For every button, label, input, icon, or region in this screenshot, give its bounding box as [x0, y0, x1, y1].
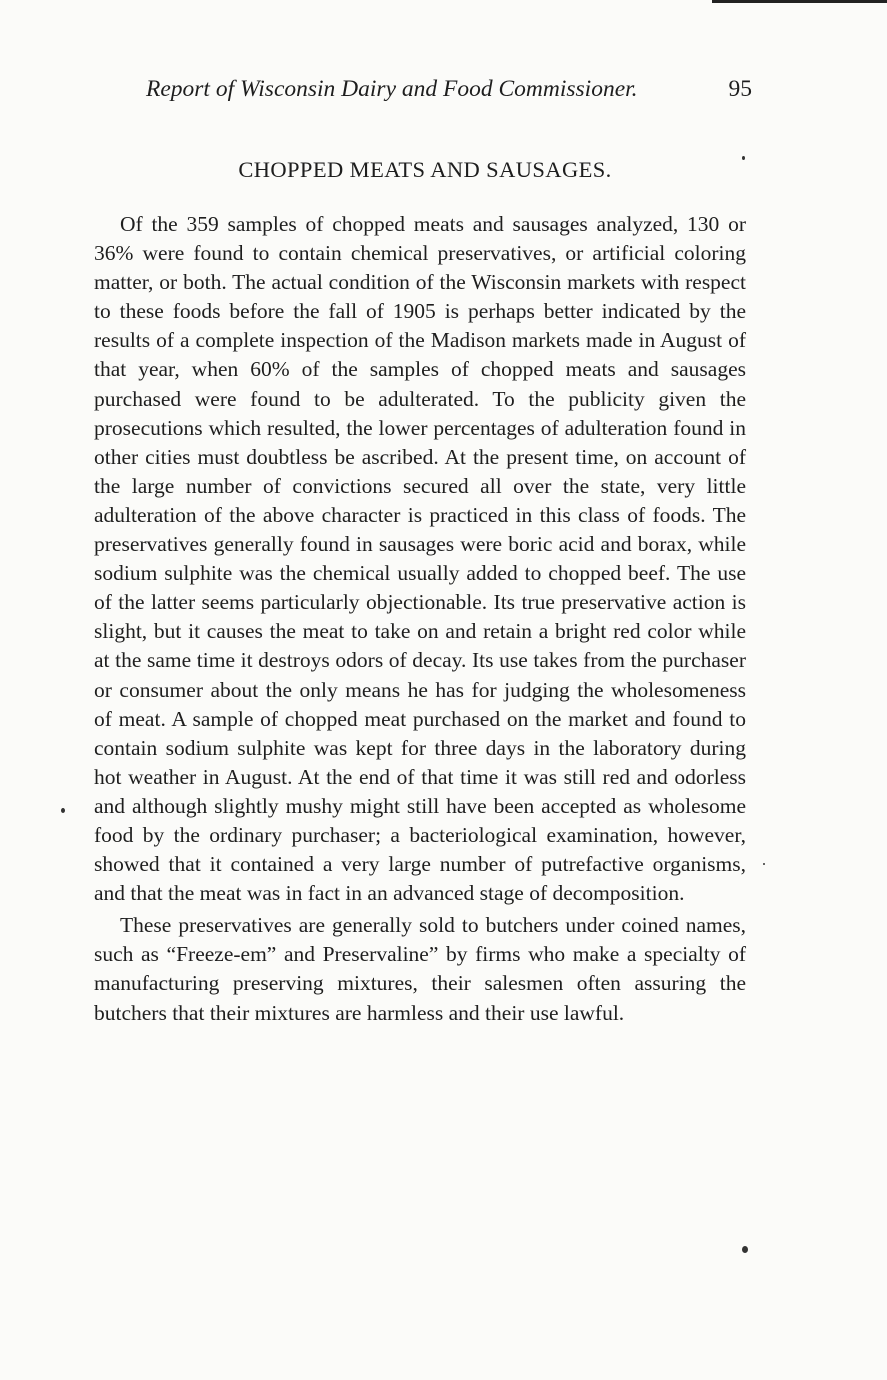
paragraph-2: These preservatives are generally sold to butchers under coined names, such as “Freeze-em” and Preservaline” by firms who make a specialty of manufacturing preserving mixtures, their salesmen often assuring the butchers that their mixtures are harmless and their use lawful.	[94, 913, 746, 1025]
ink-speck	[763, 863, 765, 865]
running-head	[146, 72, 752, 106]
scan-edge-rule	[712, 0, 887, 3]
ink-speck	[742, 1246, 748, 1253]
paragraph-1: Of the 359 samples of chopped meats and sausages analyzed, 130 or 36% were found to contain chemical preservatives, or artificial coloring matter, or both. The actual condition of the Wisconsin markets with respect to these foods before the fall of 1905 is perhaps better indicated by the results of a complete inspection of the Madison markets made in August of that year, when 60% of the samples of chopped meats and sausages purchased were found to be adulterated. To the publicity given the prosecutions which resulted, the lower percentages of adulteration found in other cities must doubtless be ascribed. At the present time, on account of the large number of convictions secured all over the state, very little adulteration of the above character is practiced in this class of foods. The preservatives generally found in sausages were boric acid and borax, while sodium sulphite was the chemical usually added to chopped beef. The use of the latter seems particularly objectionable. Its true preservative action is slight, but it causes the meat to take on and retain a bright red color while at the same time it destroys odors of decay. Its use takes from the purchaser or consumer about the only means he has for judging the wholesomeness of meat. A sample of chopped meat purchased on the market and found to contain sodium sulphite was kept for three days in the laboratory during hot weather in August. At the end of that time it was still red and odorless and although slightly mushy might still have been accepted as wholesome food by the ordinary purchaser; a bacteriological examination, however, showed that it contained a very large number of putrefactive organisms, and that the meat was in fact in an advanced stage of decomposition.	[94, 212, 746, 906]
body-text	[94, 210, 746, 1031]
page-number: 95	[728, 76, 752, 102]
ink-speck	[61, 808, 65, 813]
running-title: Report of Wisconsin Dairy and Food Commissioner.	[146, 76, 638, 102]
section-title: CHOPPED MEATS AND SAUSAGES.	[238, 157, 612, 182]
ink-speck	[742, 156, 745, 160]
